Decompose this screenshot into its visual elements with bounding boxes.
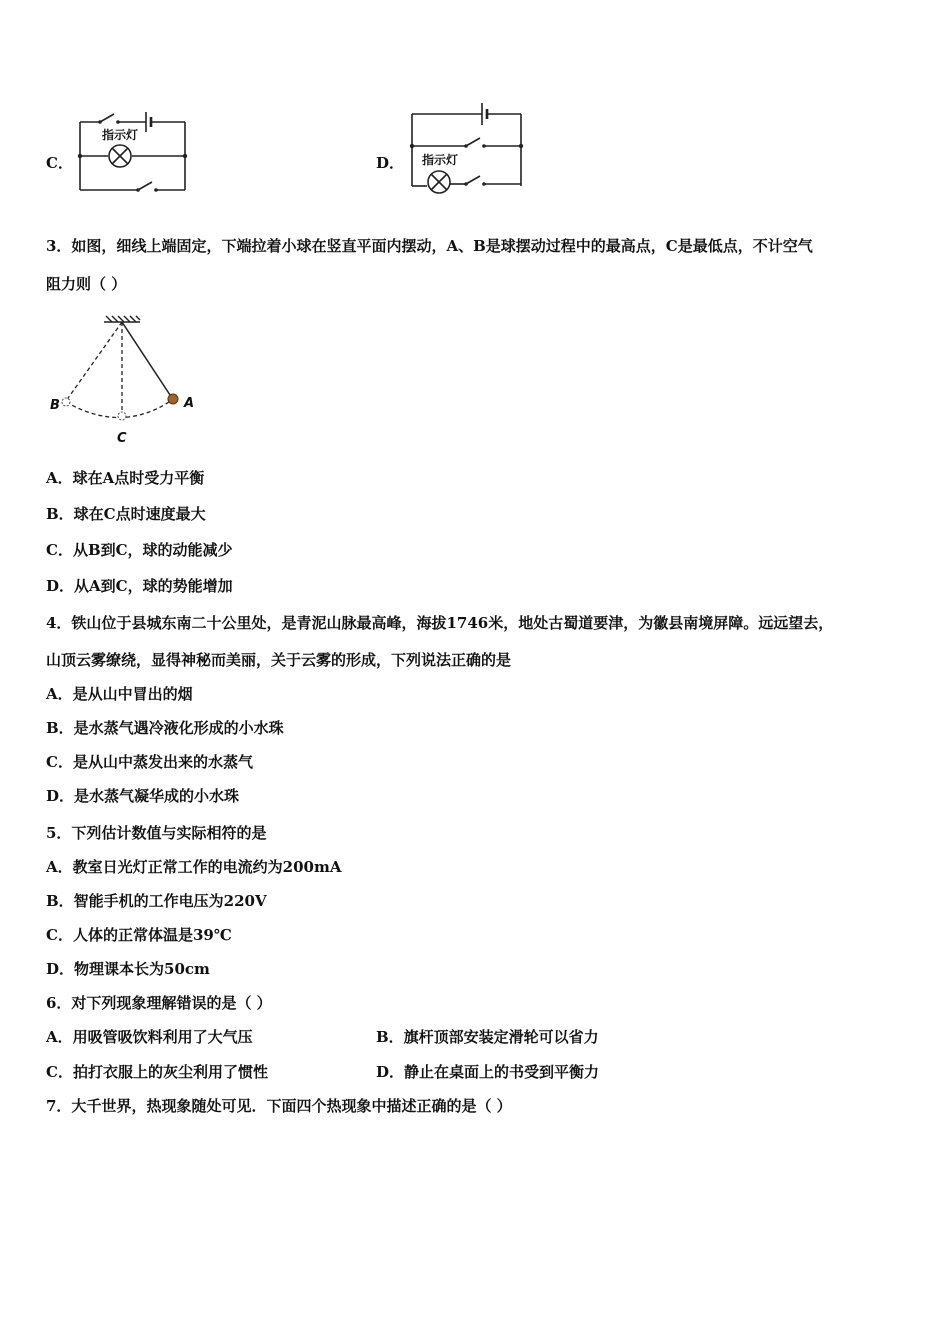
- option-d-label: D．: [376, 154, 405, 172]
- q4-option-a: A．是从山中冒出的烟: [46, 685, 193, 703]
- q4-option-d: D．是水蒸气凝华成的小水珠: [46, 787, 240, 805]
- q5-option-c: C．人体的正常体温是39℃: [46, 926, 232, 944]
- q4-stem-line2: 山顶云雾缭绕，显得神秘而美丽，关于云雾的形成，下列说法正确的是: [46, 651, 512, 669]
- q6-stem: 6．对下列现象理解错误的是（ ）: [46, 994, 272, 1012]
- q5-option-d: D．物理课本长为50cm: [46, 960, 210, 978]
- pendulum-figure: [44, 312, 204, 450]
- q3-option-d: D．从A到C，球的势能增加: [46, 577, 233, 595]
- q7-stem: 7．大千世界，热现象随处可见．下面四个热现象中描述正确的是（ ）: [46, 1097, 512, 1115]
- q5-option-a: A．教室日光灯正常工作的电流约为200mA: [46, 858, 342, 876]
- q3-option-c: C．从B到C，球的动能减少: [46, 541, 233, 559]
- option-c-label: C．: [46, 154, 73, 172]
- circuit-diagram-c: [70, 108, 195, 196]
- q6-option-c: C．拍打衣服上的灰尘利用了惯性: [46, 1063, 268, 1081]
- q4-option-b: B．是水蒸气遇冷液化形成的小水珠: [46, 719, 284, 737]
- q3-stem-line2: 阻力则（ ）: [46, 275, 127, 293]
- q6-option-b: B．旗杆顶部安装定滑轮可以省力: [376, 1028, 599, 1046]
- point-c-label: C: [117, 431, 127, 446]
- lamp-label-d: 指示灯: [422, 153, 459, 167]
- circuit-diagram-d: [402, 98, 527, 196]
- q3-option-a: A．球在A点时受力平衡: [46, 469, 205, 487]
- q6-option-a: A．用吸管吸饮料利用了大气压: [46, 1028, 253, 1046]
- lamp-label-c: 指示灯: [102, 128, 139, 142]
- q6-option-d: D．静止在桌面上的书受到平衡力: [376, 1063, 600, 1081]
- point-a-label: A: [184, 396, 195, 411]
- q5-option-b: B．智能手机的工作电压为220V: [46, 892, 267, 910]
- q4-option-c: C．是从山中蒸发出来的水蒸气: [46, 753, 253, 771]
- point-b-label: B: [50, 398, 60, 413]
- q5-stem: 5．下列估计数值与实际相符的是: [46, 824, 267, 842]
- q3-stem-line1: 3．如图，细线上端固定，下端拉着小球在竖直平面内摆动，A、B是球摆动过程中的最高点，C是最低点，不计空气: [46, 237, 813, 255]
- q3-option-b: B．球在C点时速度最大: [46, 505, 206, 523]
- q4-stem-line1: 4．铁山位于县城东南二十公里处，是青泥山脉最高峰，海拔1746米，地处古蜀道要津，为徽县南境屏障。远远望去，: [46, 614, 834, 632]
